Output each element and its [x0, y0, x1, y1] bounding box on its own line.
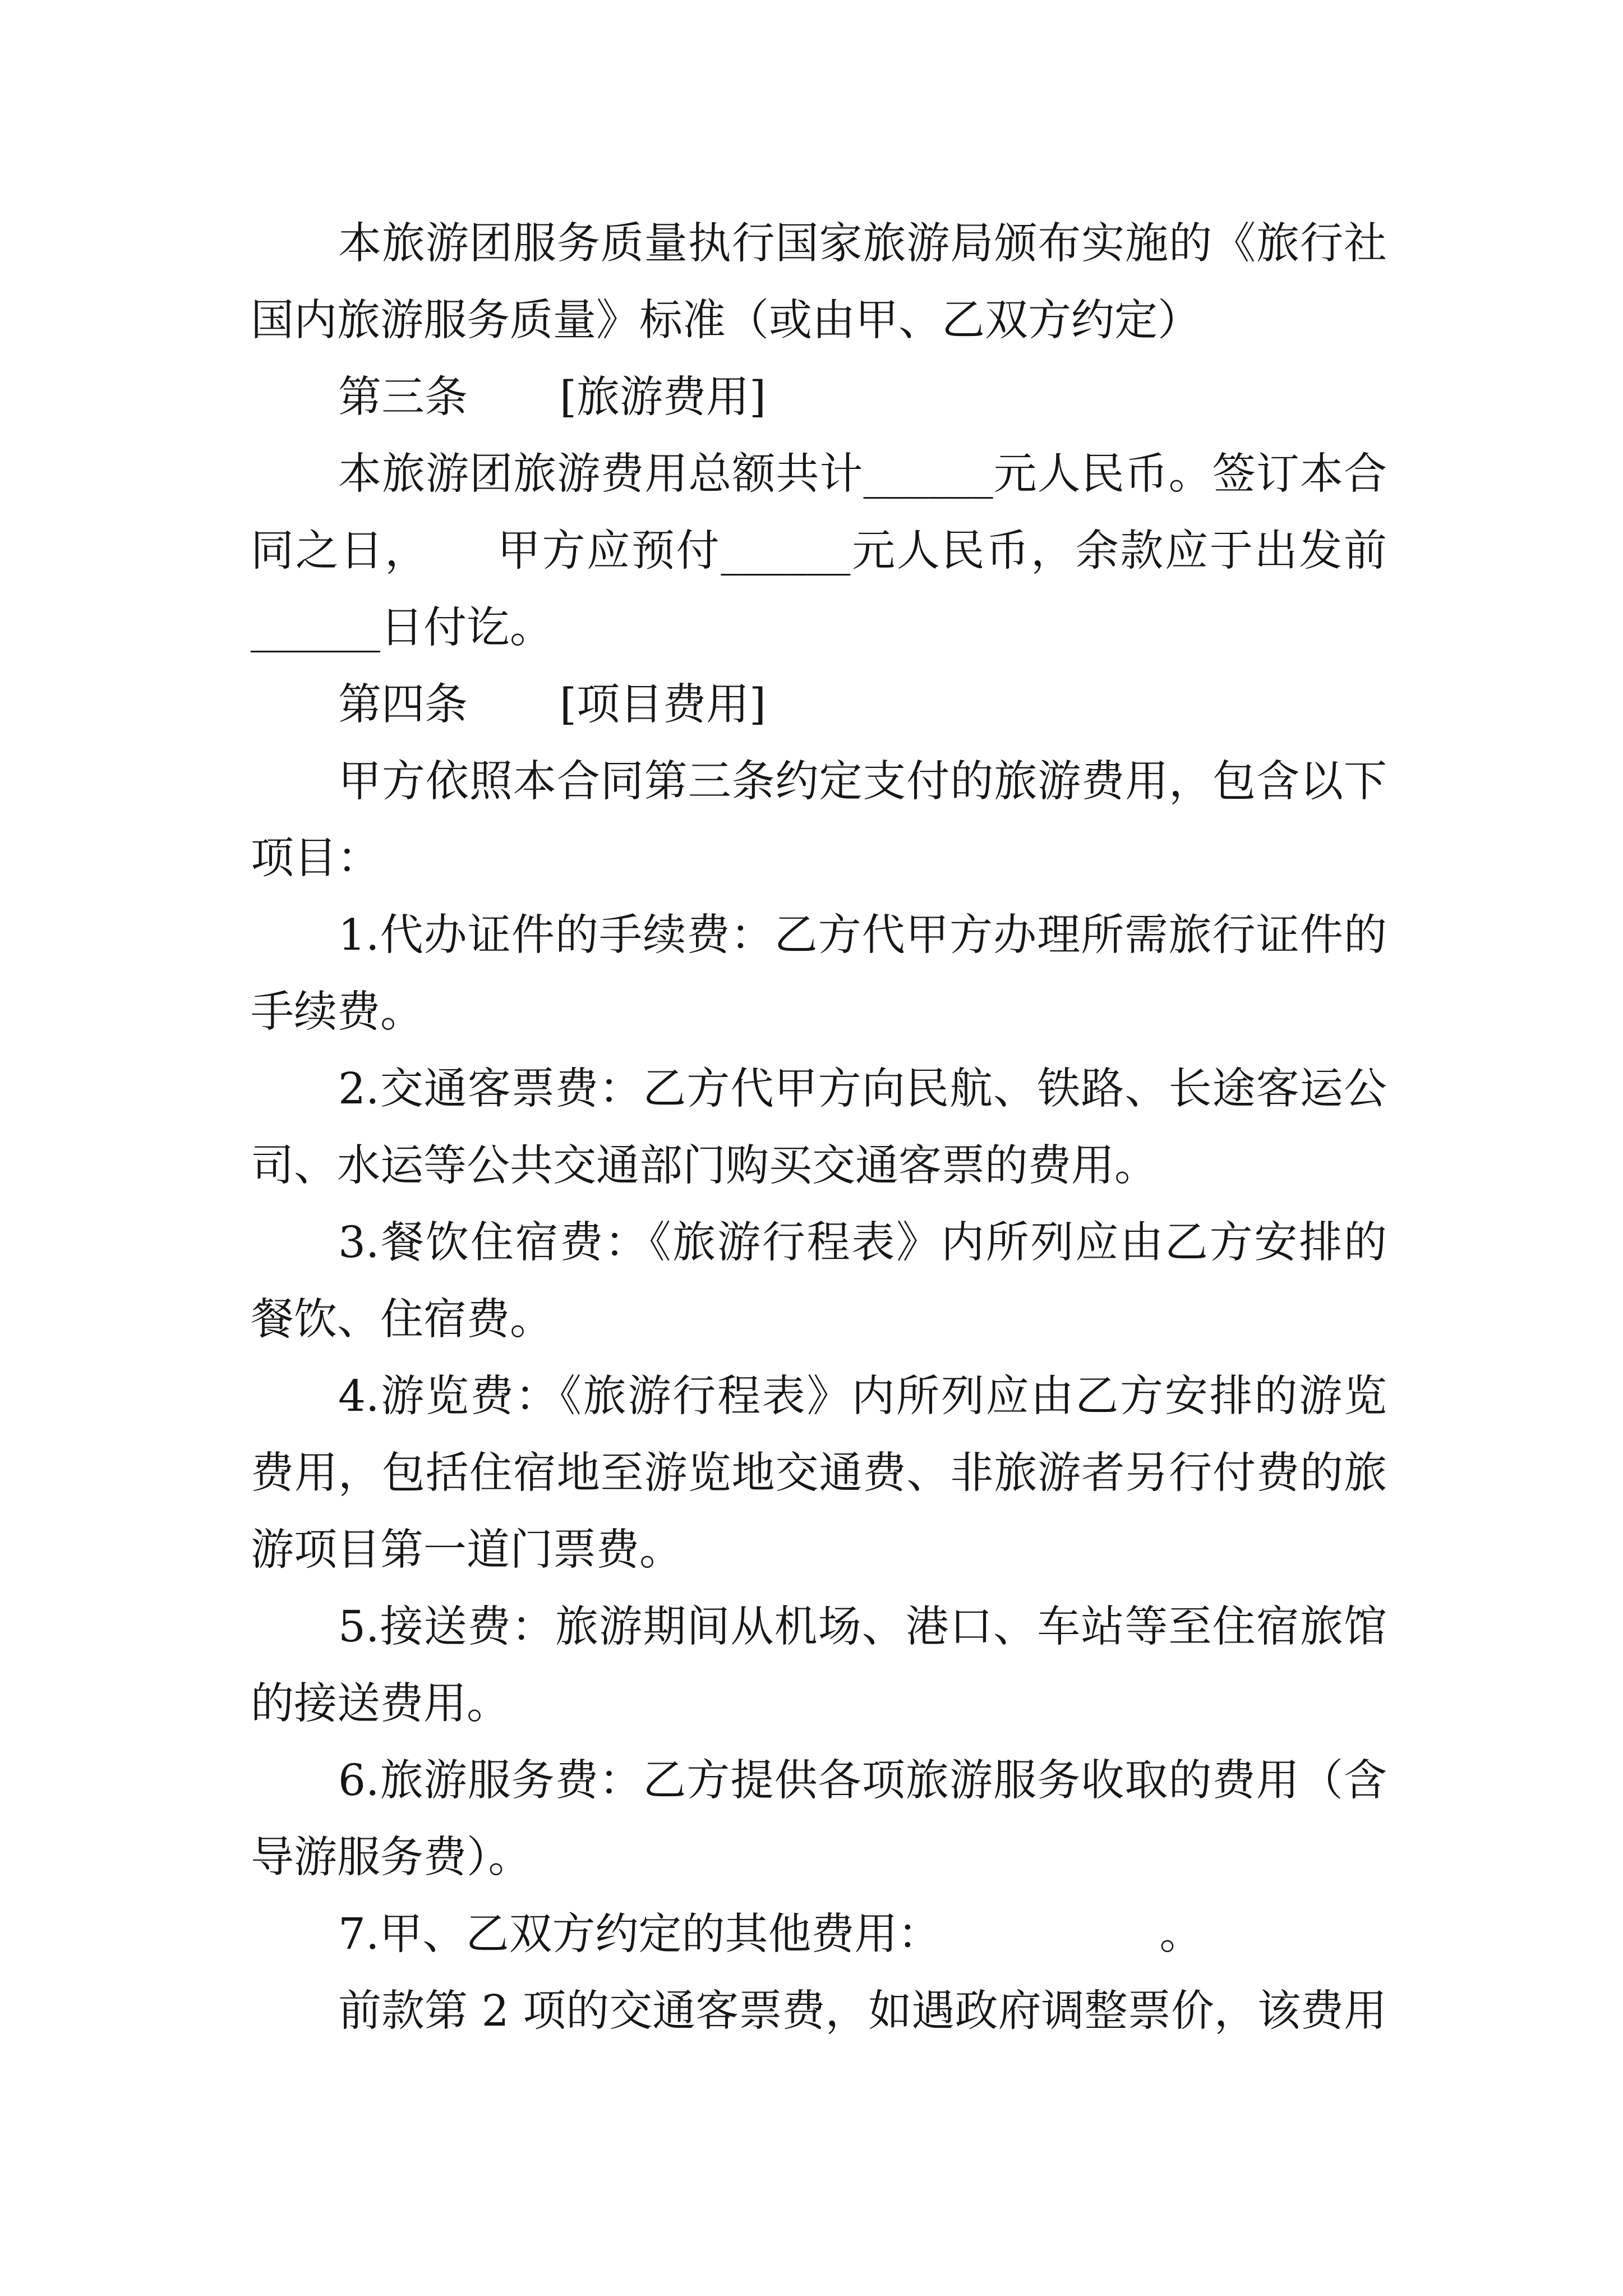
article-4-intro-line-2: 项目：: [251, 834, 380, 884]
item-1-line-1: 1.代办证件的手续费：乙方代甲方办理所需旅行证件的: [338, 910, 1387, 960]
article-4-heading: [251, 666, 1387, 743]
article-4-intro-line-1: 甲方依照本合同第三条约定支付的旅游费用，包含以下: [338, 757, 1387, 807]
article-4-number: 第四条: [338, 680, 468, 730]
item-3-line-1: 3.餐饮住宿费：《旅游行程表》内所列应由乙方安排的: [338, 1218, 1387, 1268]
article-3-line-3: ______日付讫。: [251, 603, 553, 653]
intro-line-1: 本旅游团服务质量执行国家旅游局颁布实施的《旅行社: [338, 219, 1387, 269]
item-5-line-2: 的接送费用。: [251, 1679, 510, 1729]
item-4-line-2: 费用，包括住宿地至游览地交通费、非旅游者另行付费的旅: [251, 1448, 1387, 1498]
item-1-line-2: 手续费。: [251, 987, 423, 1037]
document-page: [251, 205, 1387, 2050]
intro-line-2: 国内旅游服务质量》标准（或由甲、乙双方约定）: [251, 296, 1201, 346]
item-2-line-2: 司、水运等公共交通部门购买交通客票的费用。: [251, 1141, 1158, 1191]
item-4-line-3: 游项目第一道门票费。: [251, 1525, 683, 1575]
item-7-end: 。: [1159, 1910, 1203, 1959]
closing-line-1: 前款第 2 项的交通客票费，如遇政府调整票价，该费用: [338, 1986, 1387, 2036]
article-4-title: [项目费用]: [560, 680, 767, 730]
article-3-line-2: 同之日， 甲方应预付______元人民币，余款应于出发前: [251, 526, 1387, 576]
item-2-line-1: 2.交通客票费：乙方代甲方向民航、铁路、长途客运公: [338, 1064, 1387, 1114]
item-7-label: 7.甲、乙双方约定的其他费用：: [338, 1910, 941, 1959]
article-3-title: [旅游费用]: [560, 372, 767, 422]
article-3-number: 第三条: [338, 372, 468, 422]
item-5-line-1: 5.接送费：旅游期间从机场、港口、车站等至住宿旅馆: [338, 1602, 1387, 1652]
item-3-line-2: 餐饮、住宿费。: [251, 1295, 553, 1345]
item-6-line-1: 6.旅游服务费：乙方提供各项旅游服务收取的费用（含: [338, 1756, 1387, 1806]
article-3-heading: [251, 359, 1387, 436]
item-4-line-1: 4.游览费：《旅游行程表》内所列应由乙方安排的游览: [338, 1372, 1387, 1421]
item-7-line: [251, 1896, 1387, 1973]
article-3-line-1: 本旅游团旅游费用总额共计______元人民币。签订本合: [338, 449, 1387, 499]
item-6-line-2: 导游服务费）。: [251, 1833, 532, 1883]
